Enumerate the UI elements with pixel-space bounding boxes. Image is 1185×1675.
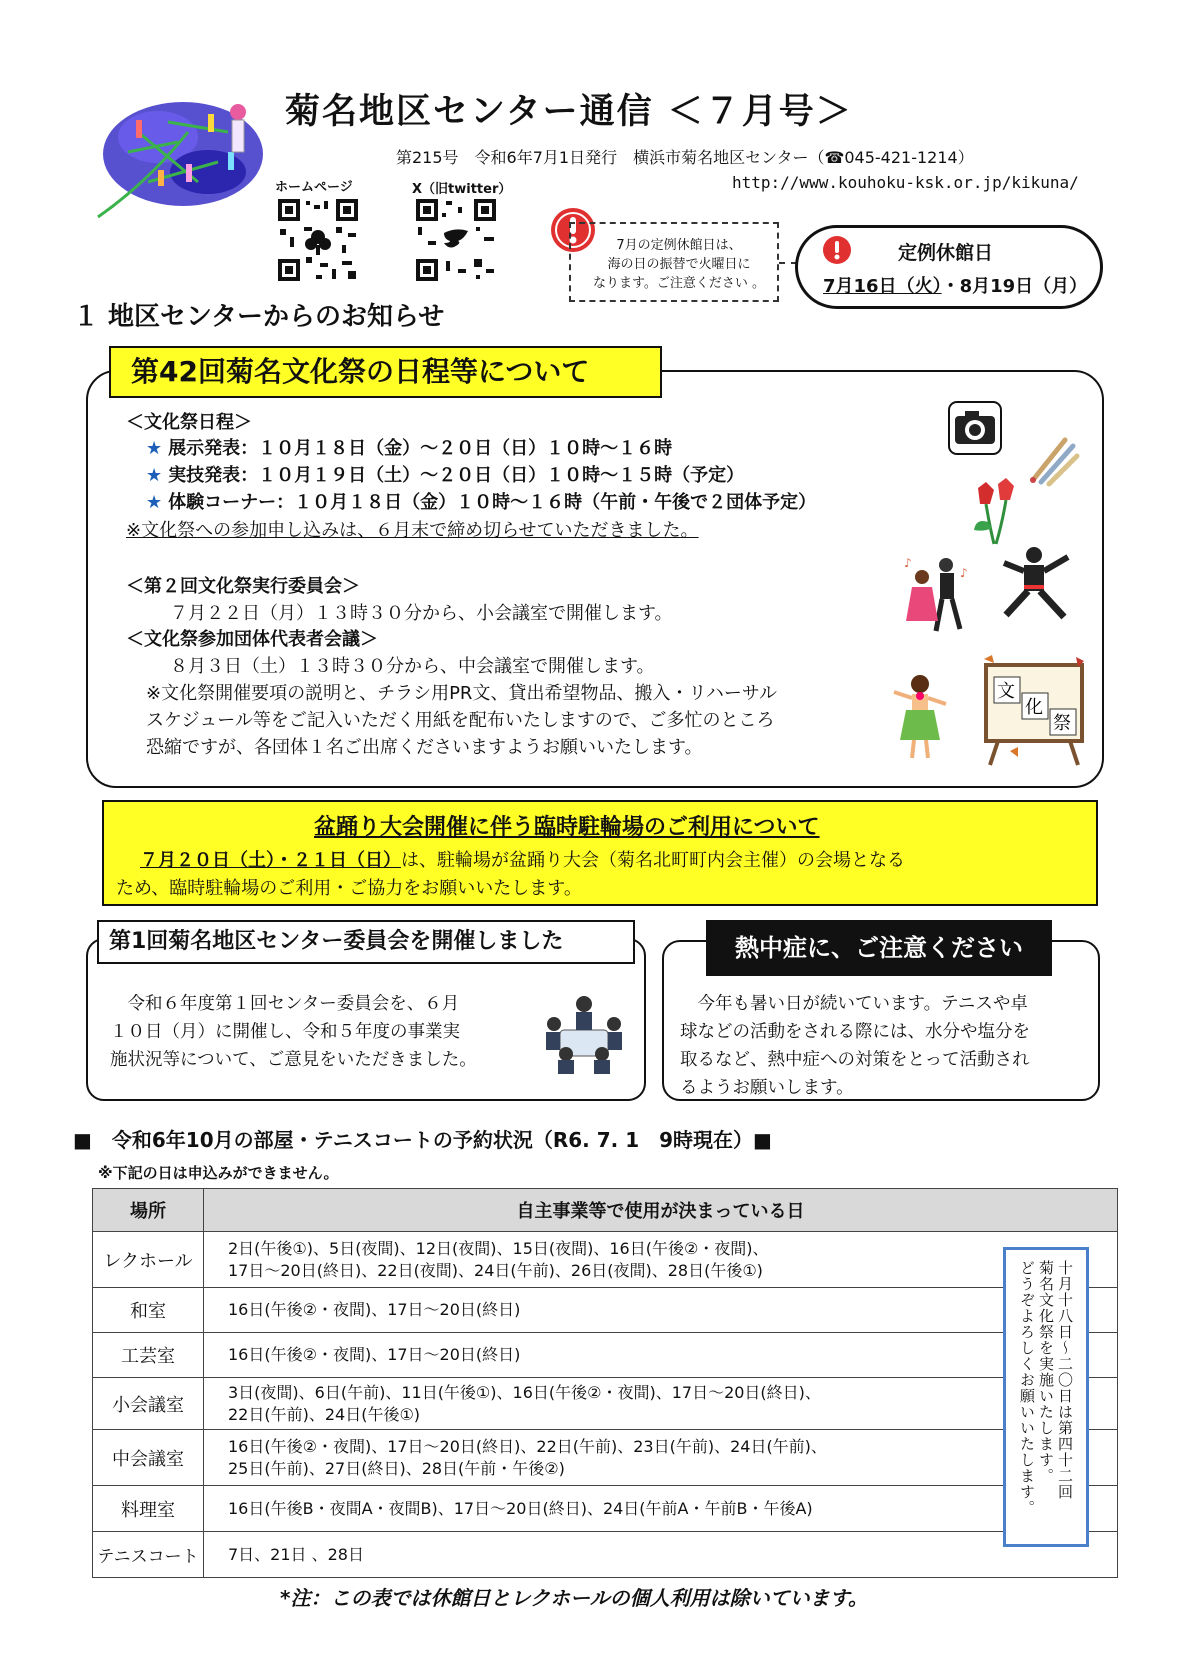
qr-homepage-label: ホームページ xyxy=(275,180,353,195)
regular-holiday-box xyxy=(795,225,1103,309)
schedule-item xyxy=(146,434,672,460)
schedule-item-text: 展示発表：１０月１８日（金）～２０日（日）１０時～１６時 xyxy=(168,438,673,459)
heatstroke-body xyxy=(680,990,1090,1102)
reservation-note: ※下記の日は申込みができません。 xyxy=(98,1164,339,1182)
table-row xyxy=(93,1486,1118,1532)
schedule-item xyxy=(146,461,744,487)
svg-text:化: 化 xyxy=(1025,697,1043,718)
table-row xyxy=(93,1232,1118,1288)
star-icon: ★ xyxy=(146,465,163,486)
schedule-item-text: 実技発表：１０月１９日（土）～２０日（日）１０時～１５時（予定） xyxy=(168,465,745,486)
x-qr-code[interactable] xyxy=(414,197,498,287)
booked-dates xyxy=(204,1232,1118,1288)
booked-dates xyxy=(204,1532,1118,1578)
bon-odori-date: ７月２０日（土）・２１日（日） xyxy=(140,850,401,871)
booked-dates-line: 22日(午前)、24日(午後①) xyxy=(228,1404,421,1424)
website-url[interactable]: http://www.kouhoku-ksk.or.jp/kikuna/ xyxy=(732,173,1079,192)
table-header-row xyxy=(93,1189,1118,1232)
committee-line: 施状況等について、ご意見をいただきました。 xyxy=(110,1050,477,1070)
heatstroke-line: 球などの活動をされる際には、水分や塩分を xyxy=(680,1022,1030,1042)
page-title: 菊名地区センター通信 ＜７月号＞ xyxy=(285,91,853,132)
holiday-date-july: 7月16日（火） xyxy=(823,276,942,297)
holiday-date-august: 8月19日（月） xyxy=(959,276,1088,297)
booked-dates-line: 3日(夜間)、6日(午前)、11日(午後①)、16日(午後②・夜間)、17日～20日(終日)、 xyxy=(228,1382,821,1402)
booked-dates xyxy=(204,1333,1118,1378)
kung-fu-illustration xyxy=(998,545,1074,629)
table-footnote: *注：この表では休館日とレクホールの個人利用は除いています。 xyxy=(280,1586,869,1610)
festival-title: 第42回菊名文化祭の日程等について xyxy=(109,346,662,398)
bon-odori-notice xyxy=(102,800,1098,906)
deadline-note: ※文化祭への参加申し込みは、６月末で締め切らせていただきました。 xyxy=(126,520,699,541)
qr-x-label: X（旧twitter） xyxy=(412,182,512,197)
table-row xyxy=(93,1333,1118,1378)
room-name: 料理室 xyxy=(93,1486,204,1532)
svg-text:祭: 祭 xyxy=(1053,713,1071,734)
regular-holiday-dates xyxy=(823,272,1087,298)
meeting-illustration xyxy=(542,990,626,1078)
room-name: 和室 xyxy=(93,1288,204,1333)
committee-title: 第1回菊名地区センター委員会を開催しました xyxy=(97,920,635,964)
holiday-note-line2: 海の日の振替で火曜日に xyxy=(607,257,751,272)
booked-dates-line: 17日～20日(終日)、22日(夜間)、24日(午前)、26日(夜間)、28日(午後①) xyxy=(228,1260,763,1280)
schedule-heading: ＜文化祭日程＞ xyxy=(126,412,252,433)
booked-dates xyxy=(204,1430,1118,1486)
section-heading: １ 地区センターからのお知らせ xyxy=(73,302,445,332)
committee-heading: ＜第２回文化祭実行委員会＞ xyxy=(126,576,360,597)
star-icon: ★ xyxy=(146,492,163,513)
heatstroke-line: 今年も暑い日が続いています。テニスや卓 xyxy=(680,994,1028,1014)
rep-meeting-note: スケジュール等をご記入いただく用紙を配布いたしますので、ご多忙のところ xyxy=(146,710,775,731)
booked-dates-line: 2日(午後①)、5日(夜間)、12日(夜間)、15日(夜間)、16日(午後②・夜間)、 xyxy=(228,1238,769,1258)
heatstroke-title: 熱中症に、ご注意ください xyxy=(706,920,1052,976)
committee-line: １０日（月）に開催し、令和５年度の事業実 xyxy=(110,1022,460,1042)
bon-odori-title: 盆踊り大会開催に伴う臨時駐輪場のご利用について xyxy=(314,815,820,840)
regular-holiday-title: 定例休館日 xyxy=(898,242,994,264)
room-name: レクホール xyxy=(93,1232,204,1288)
booked-dates xyxy=(204,1486,1118,1532)
svg-text:♪: ♪ xyxy=(960,566,968,580)
festival-sign-illustration xyxy=(980,655,1090,771)
room-name: 工芸室 xyxy=(93,1333,204,1378)
table-row xyxy=(93,1288,1118,1333)
schedule-item-text: 体験コーナー：１０月１８日（金）１０時～１６時（午前・午後で２団体予定） xyxy=(168,492,817,513)
issue-info: 第215号 令和6年7月1日発行 横浜市菊名地区センター（☎045-421-1214） xyxy=(396,148,974,167)
rep-meeting-note: 恐縮ですが、各団体１名ご出席くださいますようお願いいたします。 xyxy=(146,737,703,758)
alert-icon xyxy=(822,235,852,269)
booked-dates-line: 16日(午後②・夜間)、17日～20日(終日)、22日(午前)、23日(午前)、24日(午前)、 xyxy=(228,1436,827,1456)
camera-icon xyxy=(947,400,1003,460)
room-name: テニスコート xyxy=(93,1532,204,1578)
rep-meeting-note: ※文化祭開催要項の説明と、チラシ用PR文、貸出希望物品、搬入・リハーサル xyxy=(146,683,777,704)
bon-odori-line: ため、臨時駐輪場のご利用・ご協力をお願いいたします。 xyxy=(116,878,582,899)
rep-meeting-text: ８月３日（土）１３時３０分から、中会議室で開催します。 xyxy=(170,656,655,677)
vertical-note-line: 十月十八日～二〇日は第四十二回 xyxy=(1056,1260,1074,1500)
schedule-item xyxy=(146,488,816,514)
rep-meeting-heading: ＜文化祭参加団体代表者会議＞ xyxy=(126,629,378,650)
table-row xyxy=(93,1532,1118,1578)
column-header-dates: 自主事業等で使用が決まっている日 xyxy=(204,1189,1118,1232)
booked-dates-line: 16日(午後②・夜間)、17日～20日(終日) xyxy=(228,1345,521,1364)
column-header-place: 場所 xyxy=(93,1189,204,1232)
date-separator: ・ xyxy=(941,276,960,297)
vertical-note-line: どうぞよろしくお願いいたします。 xyxy=(1018,1260,1036,1516)
booked-dates-line: 16日(午後②・夜間)、17日～20日(終日) xyxy=(228,1300,521,1319)
room-name: 小会議室 xyxy=(93,1378,204,1430)
heatstroke-line: るようお願いします。 xyxy=(680,1078,854,1098)
booked-dates-line: 7日、21日 、28日 xyxy=(228,1544,364,1564)
reservation-title: ■ 令和6年10月の部屋・テニスコートの予約状況（R6. 7. 1 9時現在）■ xyxy=(73,1128,772,1152)
heatstroke-line: 取るなど、熱中症への対策をとって活動され xyxy=(680,1050,1030,1070)
tanabata-illustration xyxy=(88,92,266,224)
booked-dates-line: 16日(午後B・夜間A・夜間B)、17日～20日(終日)、24日(午前A・午前B・午後A) xyxy=(228,1498,813,1518)
booked-dates-line: 25日(午前)、27日(終日)、28日(午前・午後②) xyxy=(228,1458,565,1478)
booked-dates xyxy=(204,1288,1118,1333)
svg-text:文: 文 xyxy=(997,681,1015,702)
star-icon: ★ xyxy=(146,438,163,459)
holiday-note-line3: なります。ご注意ください 。 xyxy=(592,276,766,291)
room-name: 中会議室 xyxy=(93,1430,204,1486)
bon-odori-line xyxy=(140,846,905,872)
dancing-couple-illustration xyxy=(902,555,972,639)
svg-text:♪: ♪ xyxy=(904,556,912,570)
holiday-change-note xyxy=(569,222,779,302)
table-row xyxy=(93,1430,1118,1486)
committee-line: 令和６年度第１回センター委員会を、６月 xyxy=(110,994,460,1014)
tulip-icon xyxy=(968,478,1024,552)
hula-dancer-illustration xyxy=(888,670,952,764)
homepage-qr-code[interactable] xyxy=(276,197,360,287)
vertical-note-line: 菊名文化祭を実施いたします。 xyxy=(1037,1260,1055,1484)
holiday-note-line1: 7月の定例休館日は、 xyxy=(616,238,742,253)
festival-vertical-note xyxy=(1003,1247,1089,1547)
paint-brushes-icon xyxy=(1025,432,1081,492)
table-row xyxy=(93,1378,1118,1430)
bon-odori-text: は、駐輪場が盆踊り大会（菊名北町町内会主催）の会場となる xyxy=(401,850,905,871)
committee-body xyxy=(110,990,540,1074)
reservation-table xyxy=(92,1188,1118,1578)
committee-text: ７月２２日（月）１３時３０分から、小会議室で開催します。 xyxy=(170,603,673,624)
booked-dates xyxy=(204,1378,1118,1430)
